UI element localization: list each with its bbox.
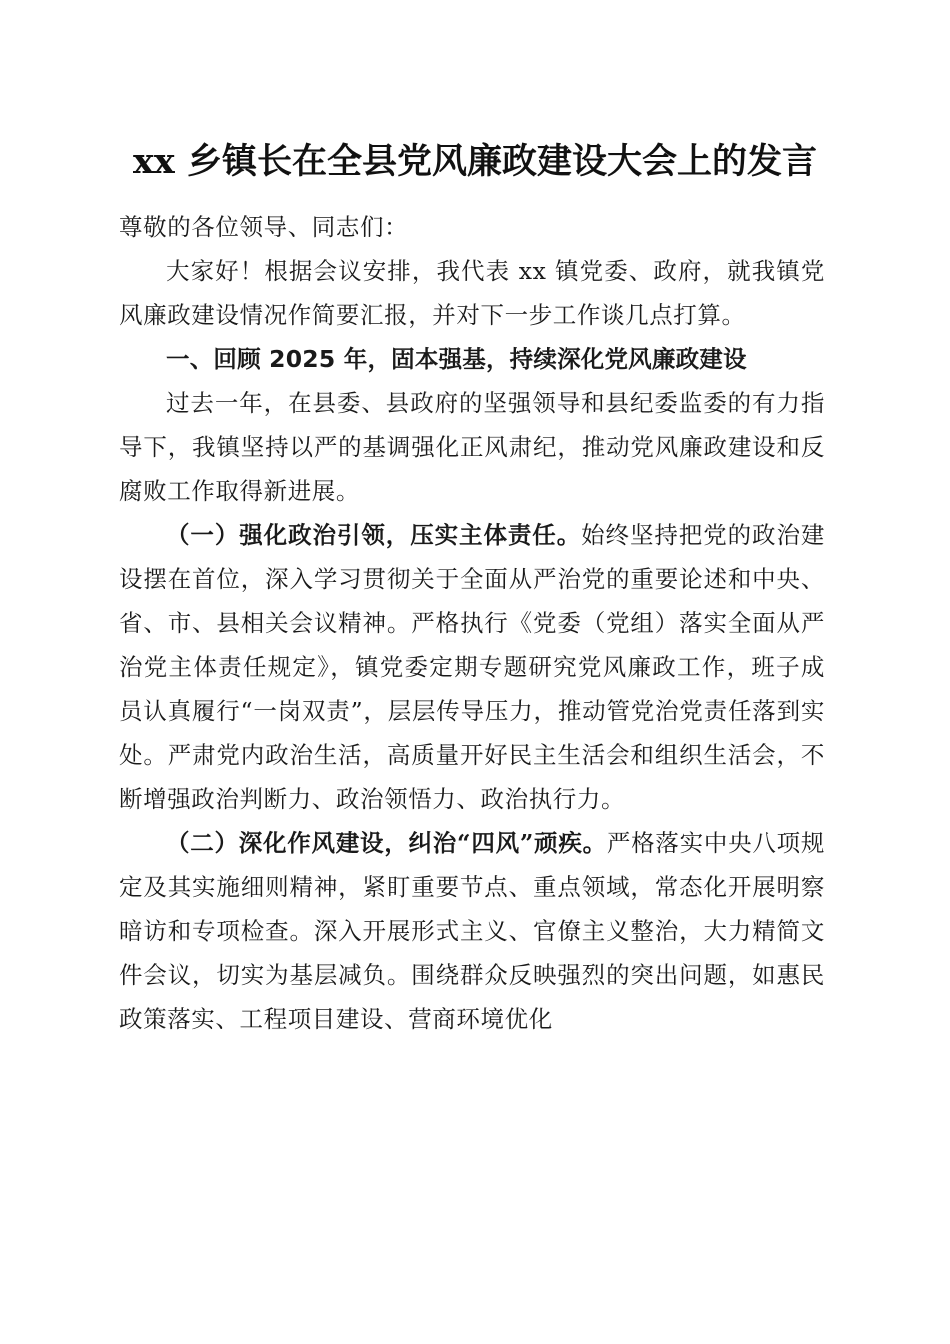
item-2-heading: （二）深化作风建设，纠治“四风”顽疾。 xyxy=(166,829,607,857)
item-1-body: 始终坚持把党的政治建设摆在首位，深入学习贯彻关于全面从严治党的重要论述和中央、省、市、县相关会议精神。严格执行《党委（党组）落实全面从严治党主体责任规定》，镇党委定期专题研究党风廉政工作，班子成员认真履行“一岗双责”，层层传导压力，推动管党治党责任落到实处。严肃党内政治生活，高质量开好民主生活会和组织生活会，不断增强政治判断力、政治领悟力、政治执行力。 xyxy=(119,521,825,813)
section-1-paragraph: 过去一年，在县委、县政府的坚强领导和县纪委监委的有力指导下，我镇坚持以严的基调强化正风肃纪，推动党风廉政建设和反腐败工作取得新进展。 xyxy=(119,389,825,505)
salutation: 尊敬的各位领导、同志们： xyxy=(119,213,409,241)
item-2-body: 严格落实中央八项规定及其实施细则精神，紧盯重要节点、重点领域，常态化开展明察暗访和专项检查。深入开展形式主义、官僚主义整治，大力精简文件会议，切实为基层减负。围绕群众反映强烈的突出问题，如惠民政策落实、工程项目建设、营商环境优化 xyxy=(119,829,825,1033)
document-title: xx 乡镇长在全县党风廉政建设大会上的发言 xyxy=(133,141,817,182)
item-1-heading: （一）强化政治引领，压实主体责任。 xyxy=(166,521,582,549)
section-1-heading: 一、回顾 2025 年，固本强基，持续深化党风廉政建设 xyxy=(166,345,747,373)
intro-paragraph: 大家好！根据会议安排，我代表 xx 镇党委、政府，就我镇党风廉政建设情况作简要汇报，并对下一步工作谈几点打算。 xyxy=(119,257,825,329)
document-body xyxy=(119,205,825,1041)
item-2-paragraph xyxy=(119,821,825,1041)
item-1-paragraph xyxy=(119,513,825,821)
